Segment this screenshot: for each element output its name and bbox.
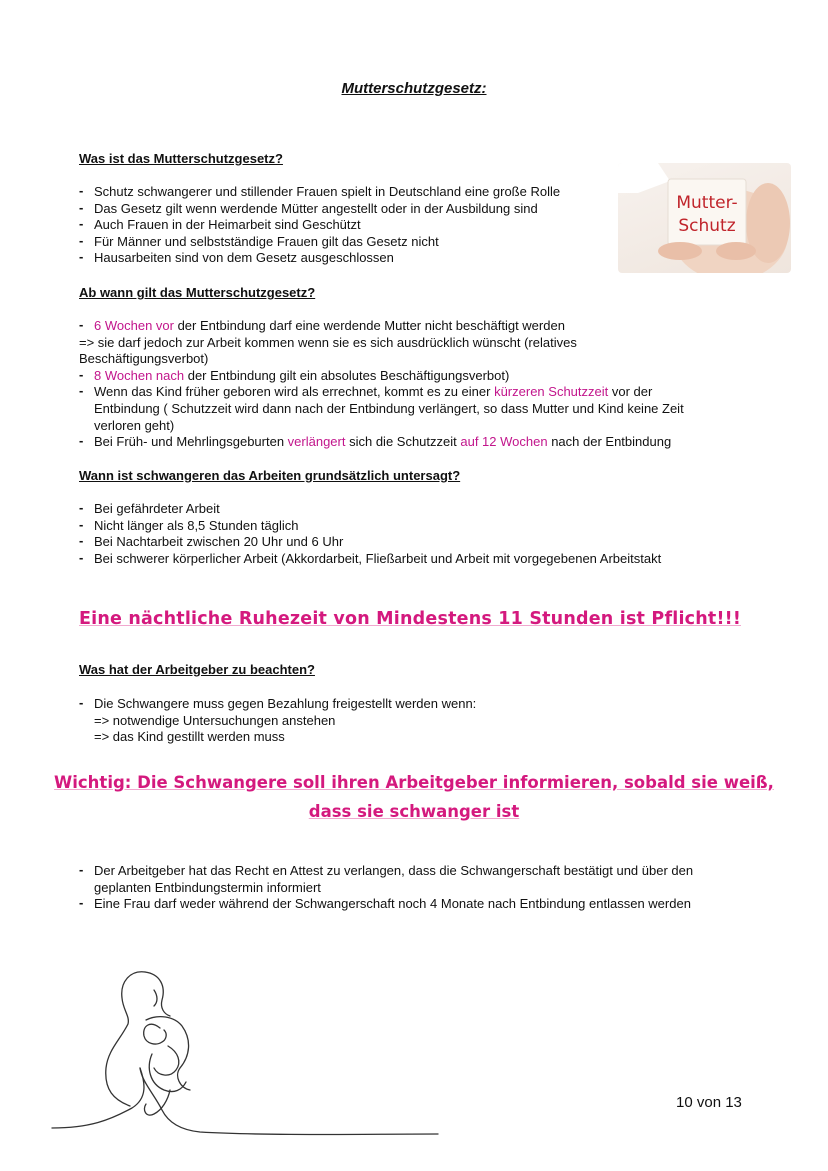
mother-child-sketch-icon [50, 950, 450, 1140]
item-text: nach der Entbindung [547, 434, 672, 450]
list-item [79, 384, 759, 401]
list-item: - Hausarbeiten sind von dem Gesetz ausgeschlossen [79, 250, 599, 267]
section-heading-when: Ab wann gilt das Mutterschutzgesetz? [79, 285, 316, 300]
item-text: vor der [608, 384, 653, 400]
list-item: - Eine Frau darf weder während der Schwangerschaft noch 4 Monate nach Entbindung entlassen werden [79, 896, 769, 913]
item-text: der Entbindung darf eine werdende Mutter nicht beschäftigt werden [173, 318, 565, 333]
highlight-text: 6 Wochen vor [94, 318, 174, 333]
section-heading-forbidden: Wann ist schwangeren das Arbeiten grundsätzlich untersagt? [79, 468, 461, 483]
item-text: Wenn das Kind früher geboren wird als errechnet, kommt es zu einer [94, 384, 495, 400]
highlight-text: 8 Wochen nach [94, 367, 185, 383]
list-item [79, 318, 759, 335]
note-line: => sie darf jedoch zur Arbeit kommen wenn sie es sich ausdrücklich wünscht (relatives [79, 334, 577, 350]
list-when [79, 318, 759, 451]
image-label-line2: Schutz [678, 216, 736, 236]
highlight-text: verlängert [287, 434, 346, 450]
item-continuation: geplanten Entbindungstermin informiert [94, 879, 321, 895]
list-item [79, 368, 759, 385]
item-text: Bei Früh- und Mehrlingsgeburten [94, 434, 288, 450]
list-item [79, 434, 759, 451]
sub-item: => notwendige Untersuchungen anstehen [94, 712, 336, 728]
list-item: - Für Männer und selbstständige Frauen gilt das Gesetz nicht [79, 234, 599, 251]
pregnant-belly-illustration [618, 163, 791, 273]
section-heading-what: Was ist das Mutterschutzgesetz? [79, 151, 283, 166]
important-banner-line2: dass sie schwanger ist [308, 802, 520, 821]
highlight-text: auf 12 Wochen [460, 434, 548, 450]
note-line: Beschäftigungsverbot) [79, 351, 209, 367]
list-item: - Bei gefährdeter Arbeit [79, 501, 759, 518]
list-employer [79, 696, 759, 746]
list-item: - Das Gesetz gilt wenn werdende Mütter angestellt oder in der Ausbildung sind [79, 201, 599, 218]
mutterschutz-photo [618, 163, 791, 273]
list-item: - Die Schwangere muss gegen Bezahlung freigestellt werden wenn: [79, 696, 759, 713]
highlight-text: kürzeren Schutzzeit [494, 384, 609, 400]
important-banner [0, 768, 828, 826]
section-heading-employer: Was hat der Arbeitgeber zu beachten? [79, 662, 315, 677]
page-title: Mutterschutzgesetz: [341, 80, 487, 97]
sub-item: => das Kind gestillt werden muss [94, 729, 285, 745]
list-item: - Bei schwerer körperlicher Arbeit (Akkordarbeit, Fließarbeit und Arbeit mit vorgegebenen Arbeitstakt [79, 551, 759, 568]
important-banner-line1: Wichtig: Die Schwangere soll ihren Arbeitgeber informieren, sobald sie weiß, [54, 773, 774, 792]
item-text: der Entbindung gilt ein absolutes Beschäftigungsverbot) [184, 367, 510, 383]
item-continuation: verloren geht) [94, 417, 175, 433]
list-what [79, 184, 599, 267]
image-label-line1: Mutter- [676, 193, 738, 213]
list-item: - Auch Frauen in der Heimarbeit sind Geschützt [79, 217, 599, 234]
list-employer-rights [79, 863, 769, 913]
list-forbidden [79, 501, 759, 567]
list-item: - Schutz schwangerer und stillender Frauen spielt in Deutschland eine große Rolle [79, 184, 599, 201]
list-item: - Nicht länger als 8,5 Stunden täglich [79, 518, 759, 535]
rest-period-banner: Eine nächtliche Ruhezeit von Mindestens 11 Stunden ist Pflicht!!! [79, 609, 741, 629]
list-item: - Der Arbeitgeber hat das Recht en Attest zu verlangen, dass die Schwangerschaft bestätigt und über den [79, 863, 769, 880]
page-number: 10 von 13 [676, 1094, 742, 1111]
item-text: sich die Schutzzeit [345, 434, 461, 450]
item-continuation: Entbindung ( Schutzzeit wird dann nach der Entbindung verlängert, so dass Mutter und Kind keine Zeit [94, 400, 684, 416]
list-item: - Bei Nachtarbeit zwischen 20 Uhr und 6 Uhr [79, 534, 759, 551]
